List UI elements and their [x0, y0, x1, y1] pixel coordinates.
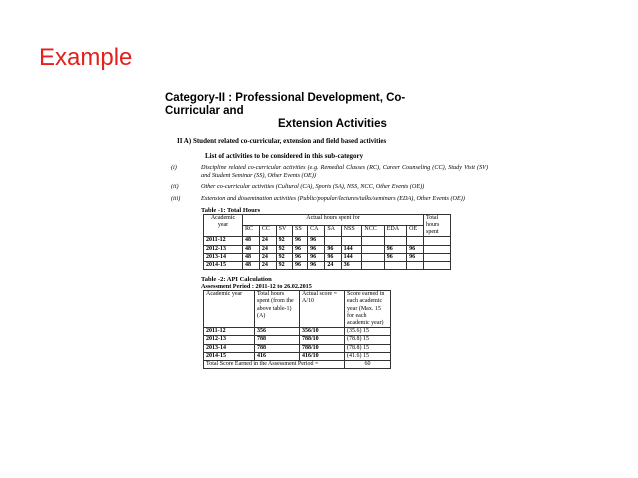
table-cell: 96 — [384, 253, 406, 261]
table-cell: 48 — [243, 237, 260, 245]
cell-year: 2012-13 — [204, 245, 243, 253]
table-cell: 48 — [243, 253, 260, 261]
category-line-1: Category-II : Professional Development, Co- — [165, 92, 406, 104]
table-row — [204, 253, 451, 261]
table-cell: 24 — [259, 262, 276, 270]
cell-total — [424, 253, 451, 261]
cell-year: 2014-15 — [204, 352, 255, 360]
table-cell — [384, 262, 406, 270]
header-total-hours: Total hours spent — [424, 214, 451, 237]
table-cell — [407, 237, 424, 245]
table-cell: 36 — [341, 262, 362, 270]
column-header: OE — [407, 226, 424, 237]
column-header: SV — [276, 226, 292, 237]
table-row — [204, 262, 451, 270]
column-header: EDA — [384, 226, 406, 237]
table-cell: 96 — [308, 237, 325, 245]
table-cell: 96 — [292, 253, 307, 261]
column-header: RC — [243, 226, 260, 237]
list-item-text: Discipline related co-curricular activities (e.g. Remedial Classes (RC), Career Counseling (CC), Study Visit (SV) and Student Seminar (SS), Other Events (OE)) — [201, 164, 488, 180]
table-cell: 92 — [276, 245, 292, 253]
sub-heading: List of activities to be considered in this sub-category — [205, 152, 364, 160]
table-cell: 96 — [308, 253, 325, 261]
cell-score-earned: (78.8) 15 — [345, 344, 391, 352]
cell-score-earned: (78.8) 15 — [345, 336, 391, 344]
cell-actual-score: 788/10 — [300, 344, 345, 352]
table-row — [204, 328, 391, 336]
table-cell — [362, 253, 384, 261]
table-cell — [384, 237, 406, 245]
category-line-3: Extension Activities — [278, 118, 387, 130]
total-label: Total Score Earned in the Assessment Period = — [204, 361, 345, 369]
table-row — [204, 336, 391, 344]
cell-hours: 416 — [255, 352, 300, 360]
section-heading: II A) Student related co-curricular, extension and field based activities — [177, 137, 387, 145]
cell-actual-score: 356/10 — [300, 328, 345, 336]
column-header: CA — [308, 226, 325, 237]
column-header: Actual score = A/10 — [300, 291, 345, 328]
table-cell: 96 — [292, 237, 307, 245]
slide-title: Example — [39, 44, 133, 71]
total-hours-table — [203, 214, 451, 270]
table-cell: 24 — [259, 245, 276, 253]
category-heading — [165, 92, 490, 131]
column-header: CC — [259, 226, 276, 237]
column-header: SA — [325, 226, 341, 237]
cell-hours: 356 — [255, 328, 300, 336]
list-item-number: (iii) — [171, 194, 181, 202]
table-cell: 144 — [341, 245, 362, 253]
table-row — [204, 237, 451, 245]
column-header: NSS — [341, 226, 362, 237]
cell-total — [424, 237, 451, 245]
cell-score-earned: (41.6) 15 — [345, 352, 391, 360]
table-cell: 92 — [276, 253, 292, 261]
list-item-text: Extension and dissemination activities (Public/popular/lectures/talks/seminars (EDA), Other Events (OE)) — [201, 194, 465, 202]
cell-actual-score: 788/10 — [300, 336, 345, 344]
list-item — [165, 164, 490, 180]
activity-list — [165, 164, 490, 203]
table-cell: 96 — [407, 245, 424, 253]
table-cell — [362, 245, 384, 253]
cell-score-earned: (35.6) 15 — [345, 328, 391, 336]
table-cell: 24 — [259, 253, 276, 261]
table-row — [204, 344, 391, 352]
column-header: Total hours spent (from the above table-1) (A) — [255, 291, 300, 328]
total-value: 60 — [345, 361, 391, 369]
cell-total — [424, 245, 451, 253]
total-row — [204, 361, 391, 369]
table-cell: 144 — [341, 253, 362, 261]
table-header-row — [204, 214, 451, 225]
cell-year: 2013-14 — [204, 344, 255, 352]
table-cell — [362, 262, 384, 270]
table-cell: 48 — [243, 262, 260, 270]
column-header: Score earned in each academic year (Max. 15 for each academic year) — [345, 291, 391, 328]
table-cell — [362, 237, 384, 245]
table-cell — [325, 237, 341, 245]
list-item-number: (i) — [171, 164, 177, 171]
list-item-text: Other co-curricular activities (Cultural (CA), Sports (SA), NSS, NCC, Other Events (OE)) — [201, 183, 425, 191]
table-cell: 96 — [292, 262, 307, 270]
table-cell: 96 — [308, 245, 325, 253]
column-header: SS — [292, 226, 307, 237]
list-item — [165, 195, 490, 203]
table-cell — [341, 237, 362, 245]
cell-year: 2011-12 — [204, 237, 243, 245]
table-row — [204, 352, 391, 360]
table1-title: Table -1: Total Hours — [201, 206, 261, 214]
table-row — [204, 245, 451, 253]
header-actual-hours: Actual hours spent for — [243, 214, 424, 225]
table-header-row — [204, 291, 391, 328]
table-cell: 96 — [407, 253, 424, 261]
table-cell — [407, 262, 424, 270]
table-cell: 92 — [276, 237, 292, 245]
table2-title: Table -2: API Calculation — [201, 276, 272, 284]
table-cell: 96 — [384, 245, 406, 253]
header-academic-year: Academic year — [204, 214, 243, 237]
cell-hours: 788 — [255, 344, 300, 352]
cell-year: 2011-12 — [204, 328, 255, 336]
api-calculation-table — [203, 290, 391, 369]
table-cell: 92 — [276, 262, 292, 270]
cell-year: 2012-13 — [204, 336, 255, 344]
category-line-2: Curricular and — [165, 105, 244, 117]
table-cell: 96 — [325, 253, 341, 261]
table-cell: 24 — [325, 262, 341, 270]
cell-hours: 788 — [255, 336, 300, 344]
cell-actual-score: 416/10 — [300, 352, 345, 360]
list-item-number: (ii) — [171, 183, 179, 191]
list-item — [165, 183, 490, 191]
column-header: NCC — [362, 226, 384, 237]
table-cell: 96 — [292, 245, 307, 253]
cell-year: 2014-15 — [204, 262, 243, 270]
cell-total — [424, 262, 451, 270]
table-cell: 48 — [243, 245, 260, 253]
cell-year: 2013-14 — [204, 253, 243, 261]
column-header: Academic year — [204, 291, 255, 328]
table-cell: 24 — [259, 237, 276, 245]
table-cell: 96 — [308, 262, 325, 270]
document-image — [165, 92, 490, 369]
table-cell: 96 — [325, 245, 341, 253]
assessment-period: Assessment Period : 2011-12 to 26.02.2015 — [201, 283, 312, 291]
